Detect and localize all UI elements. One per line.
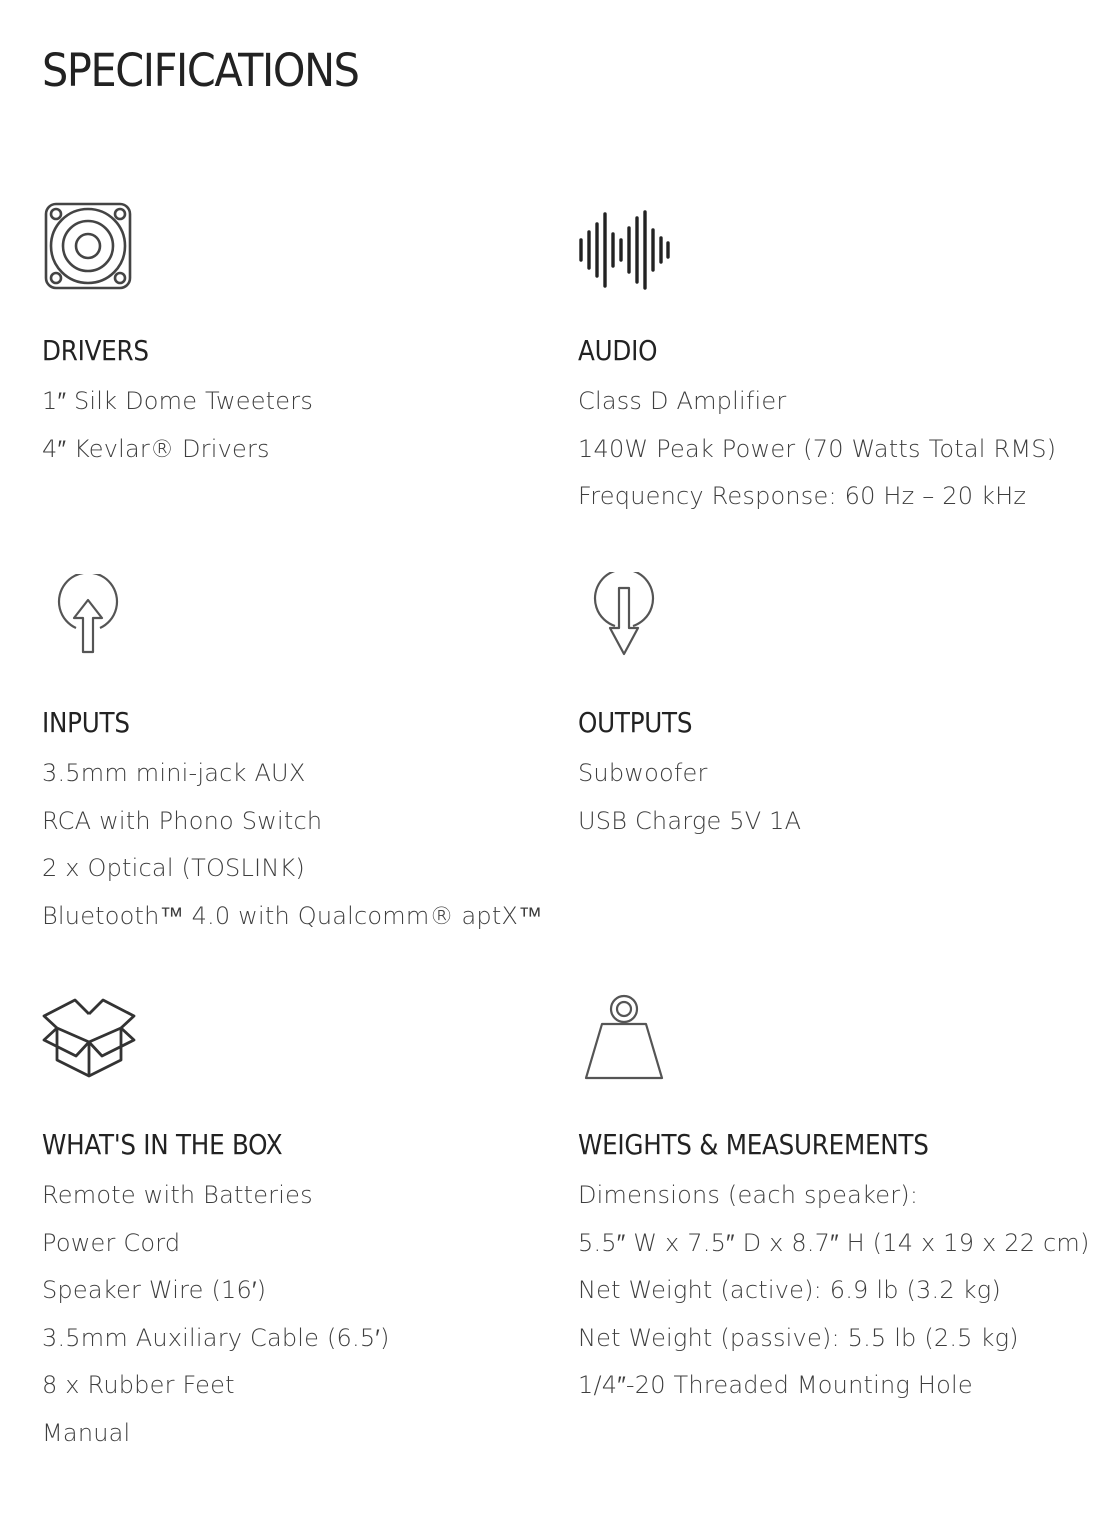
- section-heading: OUTPUTS: [578, 706, 693, 739]
- list-item: Remote with Batteries: [42, 1181, 313, 1209]
- list-item: Dimensions (each speaker):: [578, 1181, 919, 1209]
- list-item: 3.5mm Auxiliary Cable (6.5′): [42, 1323, 390, 1352]
- page-title: SPECIFICATIONS: [42, 44, 359, 97]
- list-item: Power Cord: [42, 1228, 181, 1257]
- weight-icon: [584, 994, 666, 1082]
- list-item: 5.5″ W x 7.5″ D x 8.7″ H (14 x 19 x 22 cm): [578, 1228, 1090, 1257]
- list-item: Net Weight (active): 6.9 lb (3.2 kg): [578, 1276, 1001, 1304]
- list-item: 1/4″-20 Threaded Mounting Hole: [578, 1371, 973, 1399]
- list-item: RCA with Phono Switch: [42, 806, 323, 835]
- list-item: 3.5mm mini-jack AUX: [42, 759, 306, 787]
- spec-list: [578, 377, 1056, 520]
- arrow-up-circle-icon: [56, 574, 120, 658]
- section-heading: DRIVERS: [42, 334, 149, 367]
- arrow-down-circle-icon: [592, 572, 656, 660]
- list-item: Subwoofer: [578, 759, 708, 787]
- list-item: 8 x Rubber Feet: [42, 1371, 235, 1399]
- list-item: 4″ Kevlar® Drivers: [42, 434, 270, 463]
- spec-section-box: [42, 994, 562, 1474]
- list-item: USB Charge 5V 1A: [578, 806, 802, 835]
- sound-wave-icon: [578, 210, 672, 290]
- spec-section-outputs: [578, 572, 1098, 872]
- list-item: Speaker Wire (16′): [42, 1276, 267, 1304]
- list-item: Net Weight (passive): 5.5 lb (2.5 kg): [578, 1323, 1019, 1352]
- spec-section-audio: [578, 200, 1098, 520]
- spec-section-inputs: [42, 572, 562, 952]
- list-item: Bluetooth™ 4.0 with Qualcomm® aptX™: [42, 901, 543, 930]
- section-heading: INPUTS: [42, 706, 130, 739]
- list-item: 2 x Optical (TOSLINK): [42, 854, 305, 882]
- list-item: Class D Amplifier: [578, 387, 787, 415]
- spec-section-weights: [578, 994, 1098, 1414]
- spec-list: [578, 749, 801, 844]
- spec-list: [578, 1171, 1090, 1409]
- list-item: 1″ Silk Dome Tweeters: [42, 387, 314, 415]
- list-item: 140W Peak Power (70 Watts Total RMS): [578, 434, 1057, 463]
- spec-section-drivers: [42, 200, 562, 500]
- spec-list: [42, 377, 313, 472]
- section-heading: WEIGHTS & MEASUREMENTS: [578, 1128, 929, 1161]
- section-heading: WHAT'S IN THE BOX: [42, 1128, 283, 1161]
- speaker-driver-icon: [42, 200, 134, 292]
- section-heading: AUDIO: [578, 334, 658, 367]
- open-box-icon: [42, 994, 136, 1080]
- spec-list: [42, 1171, 390, 1456]
- spec-list: [42, 749, 542, 939]
- list-item: Frequency Response: 60 Hz – 20 kHz: [578, 482, 1027, 510]
- list-item: Manual: [42, 1418, 131, 1447]
